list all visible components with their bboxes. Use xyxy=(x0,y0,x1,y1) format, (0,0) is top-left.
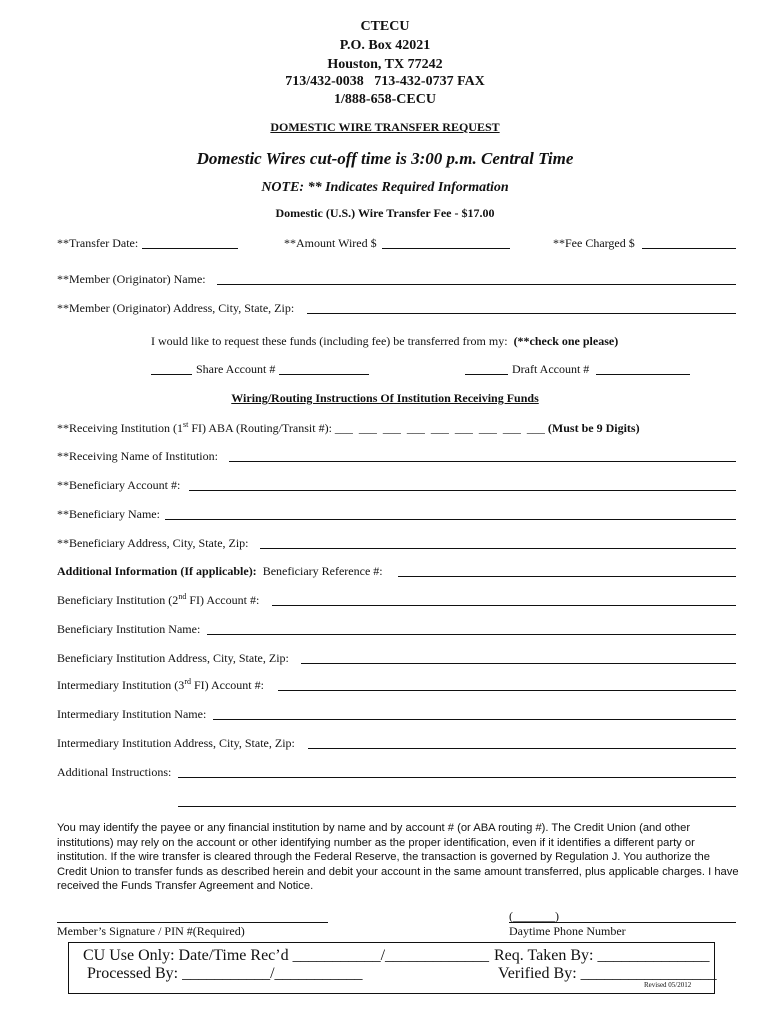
cu-req-taken[interactable]: Req. Taken By: ______________ xyxy=(494,947,710,964)
phone-label: Daytime Phone Number xyxy=(509,924,626,938)
ben-inst-name-field[interactable] xyxy=(207,622,736,635)
fee-info: Domestic (U.S.) Wire Transfer Fee - $17.00 xyxy=(275,206,495,220)
int-inst-name-field[interactable] xyxy=(213,707,736,720)
member-signature-label: Member’s Signature / PIN #(Required) xyxy=(57,924,245,938)
draft-account-field[interactable] xyxy=(596,362,690,375)
share-account-checkbox[interactable] xyxy=(151,362,192,375)
int-inst-account-label: Intermediary Institution (3 xyxy=(57,678,185,692)
receiving-aba-label-post: FI) ABA (Routing/Transit #): xyxy=(191,421,332,435)
header-tollfree: 1/888-658-CECU xyxy=(334,92,436,107)
disclaimer-text: You may identify the payee or any financial institution by name and by account # (or ABA routing #). The Credit Union (and other institutions) may rely on the account or other identifying number as the proper identification, even if it identifies a different party or institution. If the wire transfer is cleared through the Federal Reserve, the transaction is governed by Regulation J. You authorize the Credit Union to transfer funds as described herein and debit your account in the same amount transferred, plus applicable charges. I have received the Funds Transfer Agreement and Notice. xyxy=(57,822,739,892)
receiving-aba-label: **Receiving Institution (1 xyxy=(57,421,183,435)
revised-date: Revised 05/2012 xyxy=(644,981,692,989)
beneficiary-reference-label: Beneficiary Reference #: xyxy=(262,564,383,578)
additional-instructions-field-1[interactable] xyxy=(178,765,736,778)
int-inst-account-label-post: FI) Account #: xyxy=(193,678,264,692)
int-inst-address-label: Intermediary Institution Address, City, State, Zip: xyxy=(57,736,295,750)
transfer-date-field[interactable] xyxy=(142,236,238,249)
cutoff-notice: Domestic Wires cut-off time is 3:00 p.m. Central Time xyxy=(196,149,574,168)
header-phones: 713/432-0038 713-432-0737 FAX xyxy=(285,74,485,89)
funds-request-text xyxy=(151,334,618,349)
cu-processed[interactable]: Processed By: ___________/___________ xyxy=(87,965,363,982)
member-name-field[interactable] xyxy=(217,272,736,285)
additional-info-row xyxy=(57,564,383,579)
header-city: Houston, TX 77242 xyxy=(327,57,443,72)
aba-digits-note: (Must be 9 Digits) xyxy=(547,421,640,435)
ben-inst-address-field[interactable] xyxy=(301,651,736,664)
receiving-aba-row xyxy=(57,421,640,436)
header-box: P.O. Box 42021 xyxy=(339,38,431,53)
beneficiary-address-label: **Beneficiary Address, City, State, Zip: xyxy=(57,536,249,550)
share-account-label: Share Account # xyxy=(196,362,276,376)
form-title: DOMESTIC WIRE TRANSFER REQUEST xyxy=(270,120,500,134)
header-org: CTECU xyxy=(360,19,410,34)
int-inst-account-sup: rd xyxy=(184,677,191,686)
beneficiary-reference-field[interactable] xyxy=(398,564,736,577)
check-one-note: (**check one please) xyxy=(513,334,619,348)
ben-inst-name-label: Beneficiary Institution Name: xyxy=(57,622,201,636)
cu-verified[interactable]: Verified By: _________________ xyxy=(498,965,717,982)
amount-wired-field[interactable] xyxy=(382,236,510,249)
ben-inst-address-label: Beneficiary Institution Address, City, State, Zip: xyxy=(57,651,289,665)
member-address-field[interactable] xyxy=(307,301,736,314)
receiving-name-field[interactable] xyxy=(229,449,736,462)
beneficiary-account-label: **Beneficiary Account #: xyxy=(57,478,181,492)
amount-wired-label: **Amount Wired $ xyxy=(284,236,377,250)
signature-line[interactable] xyxy=(57,922,328,923)
phone-line[interactable] xyxy=(509,922,736,923)
ben-inst-account-label: Beneficiary Institution (2 xyxy=(57,593,179,607)
int-inst-account-field[interactable] xyxy=(278,678,736,691)
phone-area-code[interactable]: (_______) xyxy=(509,909,559,923)
beneficiary-name-label: **Beneficiary Name: xyxy=(57,507,160,521)
share-account-field[interactable] xyxy=(279,362,369,375)
ben-inst-account-sup: nd xyxy=(178,592,187,601)
fee-charged-field[interactable] xyxy=(642,236,736,249)
beneficiary-name-field[interactable] xyxy=(165,507,736,520)
fee-charged-label: **Fee Charged $ xyxy=(553,236,635,250)
ben-inst-account-field[interactable] xyxy=(272,593,736,606)
draft-account-label: Draft Account # xyxy=(512,362,590,376)
int-inst-address-field[interactable] xyxy=(308,736,736,749)
receiving-aba-sup: st xyxy=(182,420,189,429)
additional-instructions-field-2[interactable] xyxy=(178,794,736,807)
additional-instructions-label: Additional Instructions: xyxy=(57,765,172,779)
additional-info-label: Additional Information (If applicable): xyxy=(57,564,257,578)
funds-request-label: I would like to request these funds (including fee) be transferred from my: xyxy=(151,334,508,348)
aba-digit-fields[interactable]: ___ ___ ___ ___ ___ ___ ___ ___ ___ xyxy=(334,421,545,435)
required-note: NOTE: ** Indicates Required Information xyxy=(261,180,509,195)
member-name-label: **Member (Originator) Name: xyxy=(57,272,206,286)
member-address-label: **Member (Originator) Address, City, State, Zip: xyxy=(57,301,295,315)
transfer-date-label: **Transfer Date: xyxy=(57,236,139,250)
cu-date-time[interactable]: CU Use Only: Date/Time Rec’d ___________/_____________ xyxy=(83,947,490,964)
instructions-heading: Wiring/Routing Instructions Of Institution Receiving Funds xyxy=(231,391,539,405)
int-inst-name-label: Intermediary Institution Name: xyxy=(57,707,207,721)
cu-use-box xyxy=(68,942,715,994)
ben-inst-account-label-post: FI) Account #: xyxy=(189,593,260,607)
ben-inst-account-row xyxy=(57,593,259,608)
beneficiary-account-field[interactable] xyxy=(189,478,736,491)
receiving-name-label: **Receiving Name of Institution: xyxy=(57,449,218,463)
beneficiary-address-field[interactable] xyxy=(260,536,736,549)
draft-account-checkbox[interactable] xyxy=(465,362,508,375)
int-inst-account-row xyxy=(57,678,264,693)
